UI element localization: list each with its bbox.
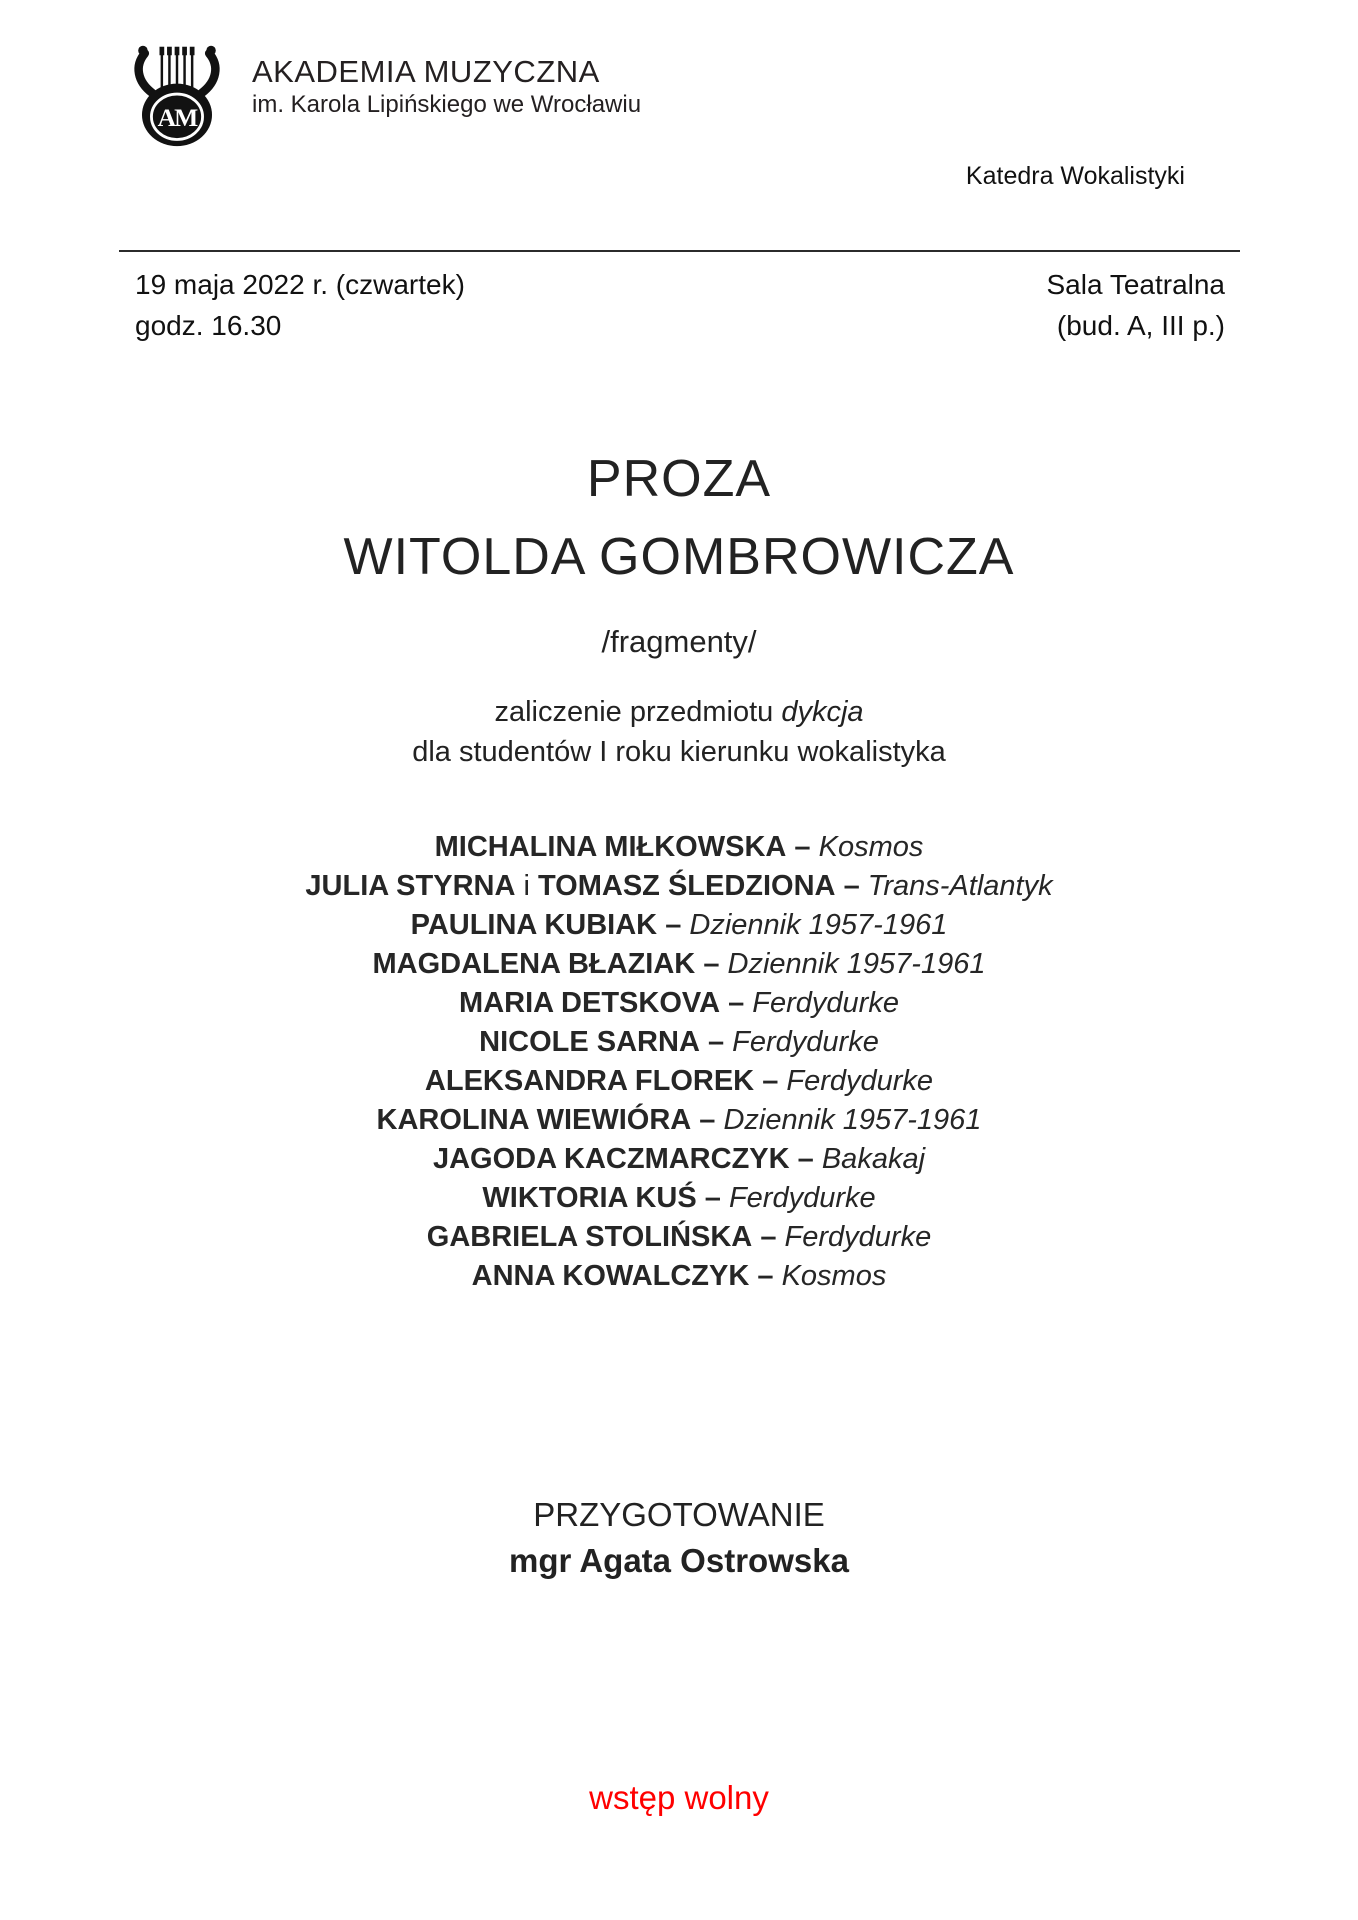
academy-brand [118,42,641,148]
performer-name: KAROLINA WIEWIÓRA [376,1104,692,1136]
name-work-separator: – [797,1143,814,1175]
name-work-separator: – [794,831,811,863]
performer-name: MAGDALENA BŁAZIAK [372,948,696,980]
name-work-separator: – [665,909,682,941]
lyre-monogram: AM [157,103,197,133]
description-line1-text: zaliczenie przedmiotu [494,696,774,728]
performer-name: NICOLE SARNA [479,1026,700,1058]
program-title-subtitle: /fragmenty/ [601,624,757,659]
performer-work: Ferdydurke [786,1065,934,1097]
performer-name: MARIA DETSKOVA [459,987,721,1019]
venue-name: Sala Teatralna [1046,269,1225,300]
performer-row [0,1101,1358,1140]
admission-note: wstęp wolny [589,1779,769,1816]
performer-work: Dziennik 1957-1961 [689,909,948,941]
credits-person: mgr Agata Ostrowska [509,1542,849,1579]
performer-row [0,984,1358,1023]
event-info-row [135,264,1225,346]
performer-work: Dziennik 1957-1961 [727,948,986,980]
name-work-separator: – [762,1065,779,1097]
performer-name: WIKTORIA KUŚ [482,1182,697,1214]
program-title-line1: PROZA [586,450,772,508]
performer-row [0,1257,1358,1296]
performer-row [0,1062,1358,1101]
performer-work: Kosmos [818,831,924,863]
performer-row [0,945,1358,984]
performer-row [0,828,1358,867]
name-work-separator: – [757,1260,774,1292]
performer-work: Kosmos [781,1260,887,1292]
name-work-separator: – [703,948,720,980]
name-work-separator: – [704,1182,721,1214]
venue-detail: (bud. A, III p.) [1056,310,1225,341]
lyre-icon [118,42,236,148]
performer-list [0,828,1358,1296]
performer-work: Trans-Atlantyk [867,870,1053,902]
academy-name-block [252,42,641,120]
header-divider [119,250,1240,252]
performer-work: Ferdydurke [732,1026,879,1058]
program-description [0,692,1358,772]
performer-name: PAULINA KUBIAK [410,909,658,941]
performer-name: ANNA KOWALCZYK [471,1260,750,1292]
performer-name: JULIA STYRNA [305,870,516,902]
program-title-line2: WITOLDA GOMBROWICZA [343,528,1015,586]
performer-name: GABRIELA STOLIŃSKA [426,1221,753,1253]
event-datetime [135,264,465,346]
name-work-separator: – [699,1104,716,1136]
performer-conjunction: i [523,870,530,902]
department-label: Katedra Wokalistyki [965,162,1185,190]
performer-work: Dziennik 1957-1961 [723,1104,982,1136]
performer-name: MICHALINA MIŁKOWSKA [434,831,787,863]
performer-work: Ferdydurke [784,1221,932,1253]
name-work-separator: – [707,1026,725,1058]
academy-name: AKADEMIA MUZYCZNA [252,54,600,89]
name-work-separator: – [728,987,745,1019]
description-line2: dla studentów I roku kierunku wokalistyka [412,736,946,768]
event-date: 19 maja 2022 r. (czwartek) [135,269,465,300]
description-line1 [0,692,1358,732]
performer-row [0,906,1358,945]
event-time: godz. 16.30 [135,310,282,341]
name-work-separator: – [760,1221,777,1253]
credits-heading: PRZYGOTOWANIE [533,1496,825,1533]
event-venue [1047,264,1226,346]
program-body [0,440,1358,1584]
performer-name: JAGODA KACZMARCZYK [432,1143,790,1175]
performer-name: ALEKSANDRA FLOREK [424,1065,755,1097]
performer-row [0,1140,1358,1179]
performer-name-second: TOMASZ ŚLEDZIONA [537,870,836,902]
performer-row [0,1218,1358,1257]
academy-subtitle: im. Karola Lipińskiego we Wrocławiu [252,91,642,118]
performer-work: Ferdydurke [752,987,899,1019]
performer-row [0,867,1358,906]
performer-row [0,1023,1358,1062]
performer-work: Ferdydurke [728,1182,876,1214]
name-work-separator: – [843,870,860,902]
credits-block [0,1492,1358,1584]
description-line1-subject: dykcja [781,696,864,728]
performer-work: Bakakaj [821,1143,926,1175]
performer-row [0,1179,1358,1218]
